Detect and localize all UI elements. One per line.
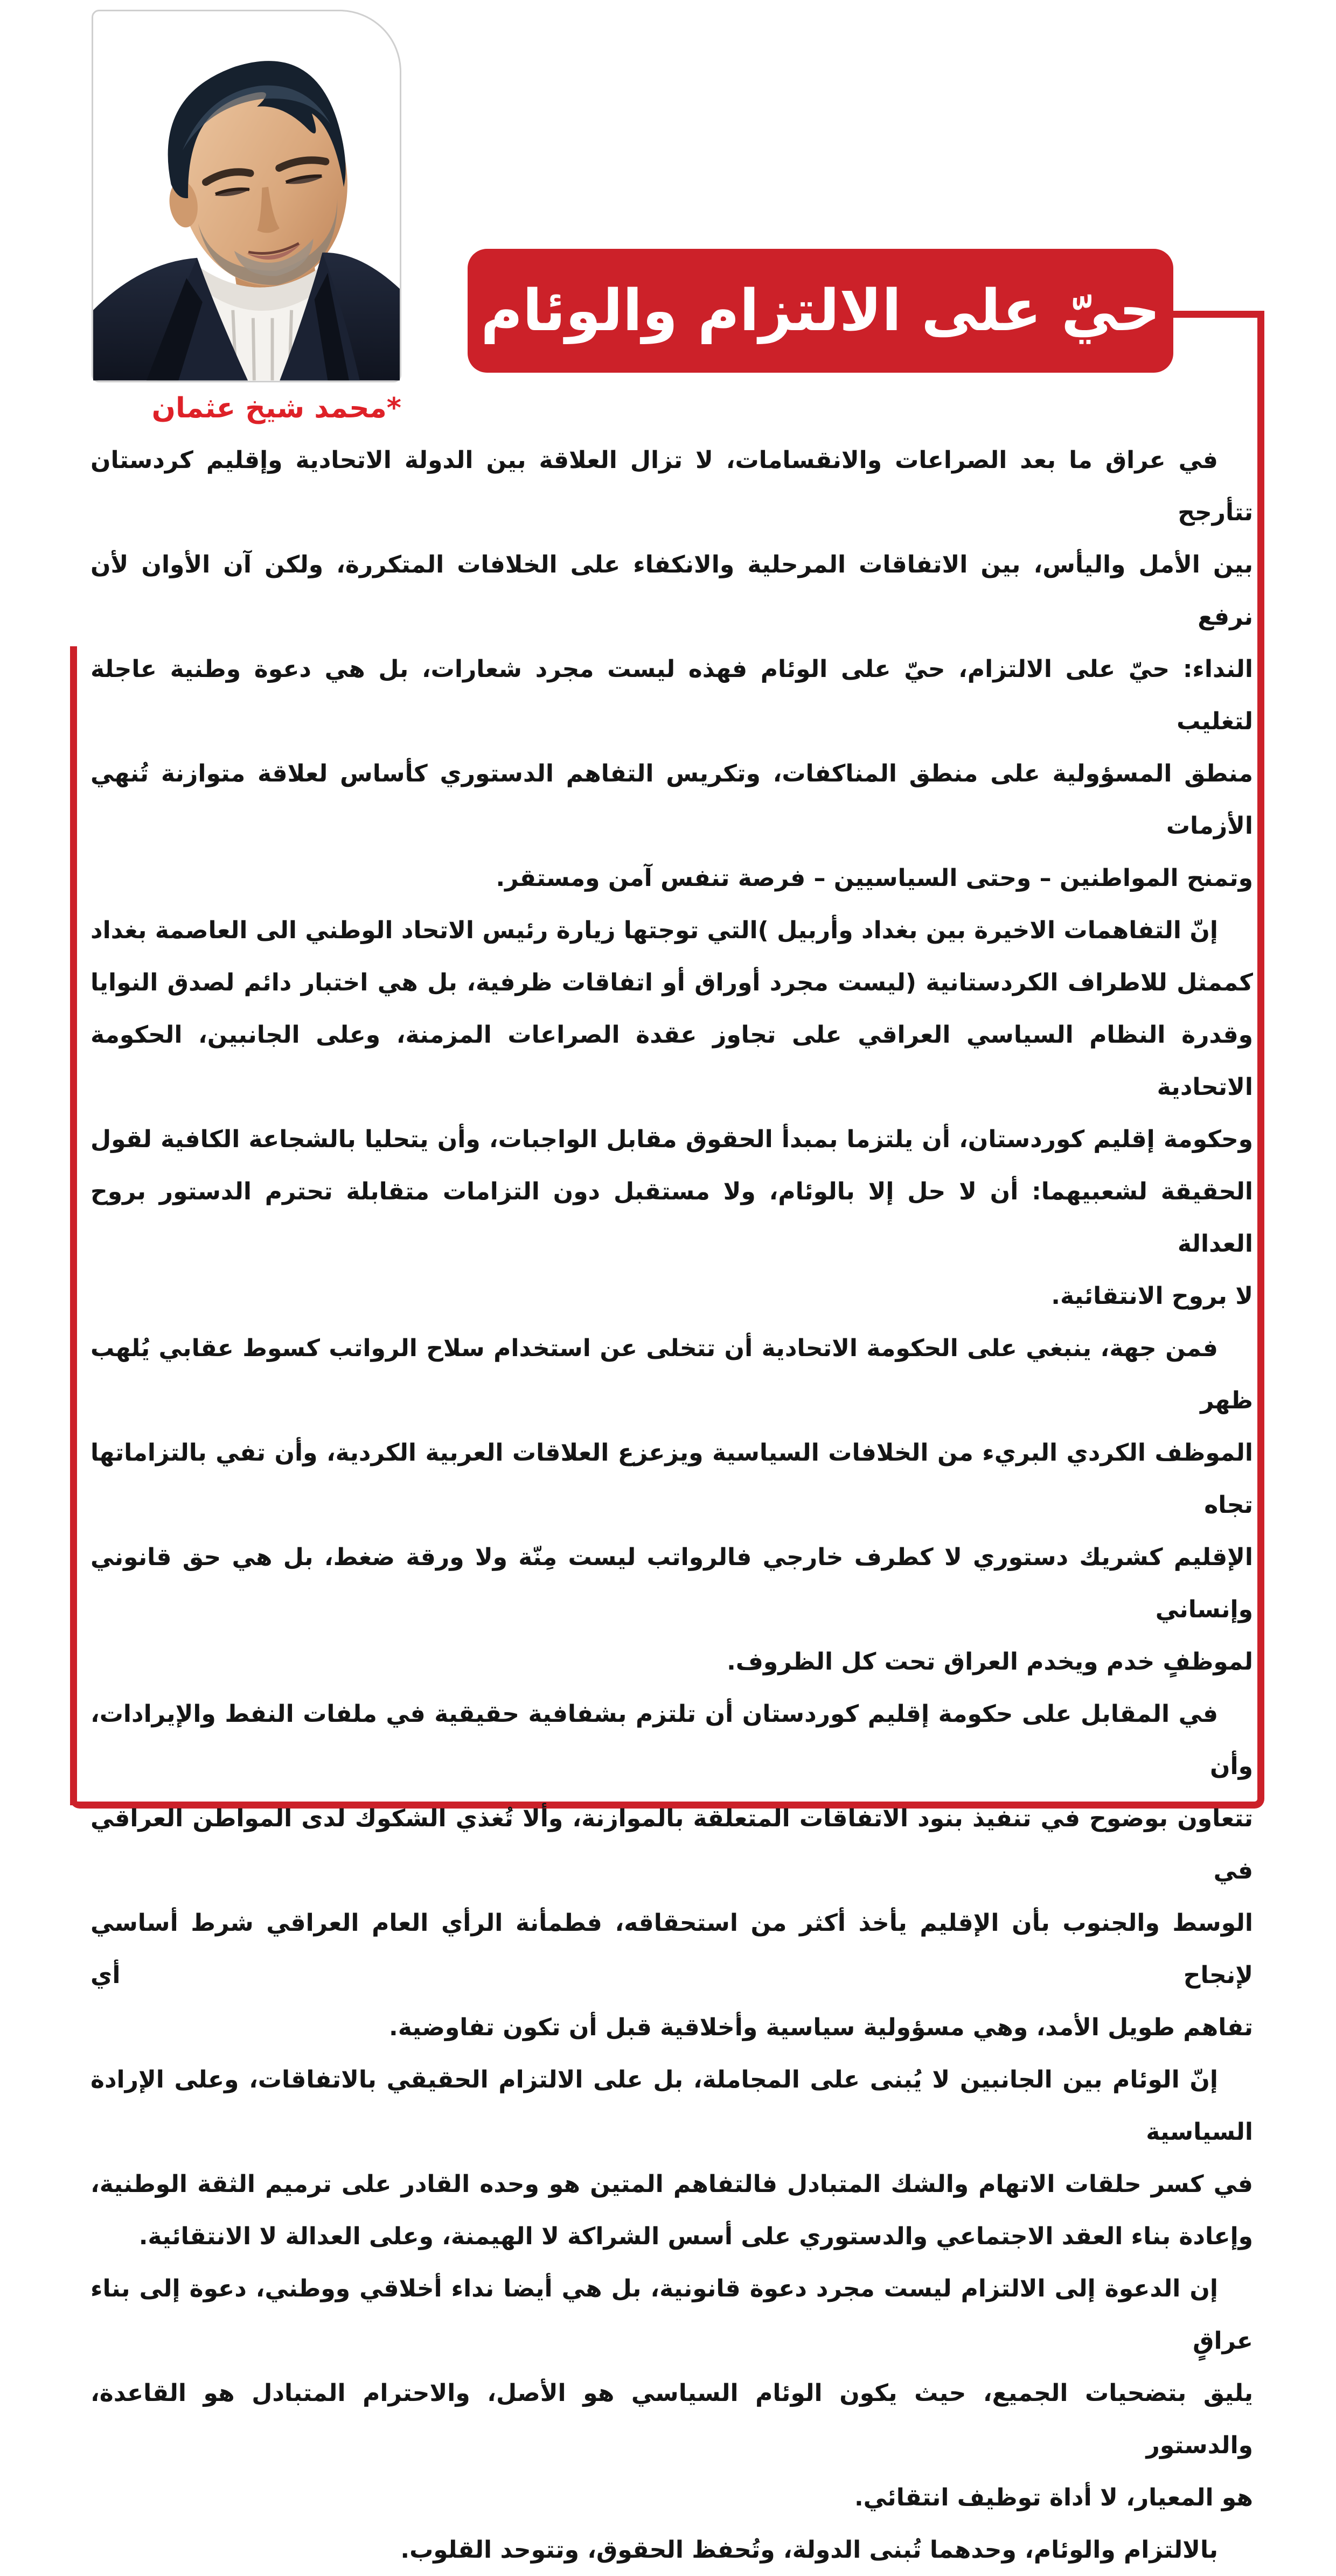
article-line: إنّ التفاهمات الاخيرة بين بغداد وأربيل )التي توجتها زيارة رئيس الاتحاد الوطني الى العاصمة بغداد	[91, 917, 1218, 944]
article-line: في المقابل على حكومة إقليم كوردستان أن تلتزم بشفافية حقيقية في ملفات النفط والإيرادات، وأن	[91, 1700, 1253, 1780]
article-line: فمن جهة، ينبغي على الحكومة الاتحادية أن تتخلى عن استخدام سلاح الرواتب كسوط عقابي يُلهب ظهر	[91, 1335, 1253, 1414]
article-line: تتعاون بوضوح في تنفيذ بنود الاتفاقات المتعلقة بالموازنة، وألا تُغذي الشكوك لدى المواطن العراقي في	[91, 1805, 1253, 1884]
article-line: لا بروح الانتقائية.	[1051, 1282, 1253, 1310]
byline-author: *محمد شيخ عثمان	[151, 392, 401, 424]
article-line: لموظفٍ خدم ويخدم العراق تحت كل الظروف.	[727, 1648, 1253, 1676]
article-line: يليق بتضحيات الجميع، حيث يكون الوئام السياسي هو الأصل، والاحترام المتبادل هو القاعدة، والدستور	[91, 2379, 1253, 2459]
article-line: هو المعيار، لا أداة توظيف انتقائي.	[854, 2484, 1253, 2511]
article-body	[91, 434, 1253, 2576]
article-line: وإعادة بناء العقد الاجتماعي والدستوري على أسس الشراكة لا الهيمنة، وعلى العدالة لا الانتقائية.	[138, 2223, 1253, 2250]
article-line: في عراق ما بعد الصراعات والانقسامات، لا تزال العلاقة بين الدولة الاتحادية وإقليم كردستان تتأرجح	[91, 446, 1253, 526]
article-line: وحكومة إقليم كوردستان، أن يلتزما بمبدأ الحقوق مقابل الواجبات، وأن يتحليا بالشجاعة الكافية لقول	[91, 1126, 1253, 1153]
page-title: حيّ على الالتزام والوئام	[481, 277, 1160, 344]
article-line: الموظف الكردي البريء من الخلافات السياسية ويزعزع العلاقات العربية الكردية، وأن تفي بالتزاماتها تجاه	[91, 1439, 1253, 1519]
article-line: الإقليم كشريك دستوري لا كطرف خارجي فالرواتب ليست مِنّة ولا ورقة ضغط، بل هي حق قانوني وإنساني	[91, 1544, 1253, 1623]
article-line: إن الدعوة إلى الالتزام ليست مجرد دعوة قانونية، بل هي أيضا نداء أخلاقي ووطني، دعوة إلى بناء عراقٍ	[91, 2275, 1253, 2355]
article-line: تفاهم طويل الأمد، وهي مسؤولية سياسية وأخلاقية قبل أن تكون تفاوضية.	[389, 2014, 1253, 2041]
article-line: بين الأمل واليأس، بين الاتفاقات المرحلية والانكفاء على الخلافات المتكررة، ولكن آن الأوان لأن نرفع	[91, 551, 1253, 631]
article-line: وقدرة النظام السياسي العراقي على تجاوز عقدة الصراعات المزمنة، وعلى الجانبين، الحكومة الاتحادية	[91, 1021, 1253, 1101]
article-line: بالالتزام والوئام، وحدهما تُبنى الدولة، وتُحفظ الحقوق، وتتوحد القلوب.	[400, 2536, 1218, 2564]
article-line: الوسط والجنوب بأن الإقليم يأخذ أكثر من استحقاقه، فطمأنة الرأي العام العراقي شرط أساسي لإنجاح أي	[91, 1909, 1253, 1989]
article-line: النداء: حيّ على الالتزام، حيّ على الوئام فهذه ليست مجرد شعارات، بل هي دعوة وطنية عاجلة لتغليب	[91, 655, 1253, 735]
article-line: وتمنح المواطنين – وحتى السياسيين – فرصة تنفس آمن ومستقر.	[496, 864, 1253, 892]
frame-border-left	[70, 646, 77, 1805]
article-line: إنّ الوئام بين الجانبين لا يُبنى على المجاملة، بل على الالتزام الحقيقي بالاتفاقات، وعلى الإرادة السياسية	[91, 2066, 1253, 2146]
article-line: الحقيقة لشعبيهما: أن لا حل إلا بالوئام، ولا مستقبل دون التزامات متقابلة تحترم الدستور بروح العدالة	[91, 1178, 1253, 1258]
article-line: منطق المسؤولية على منطق المناكفات، وتكريس التفاهم الدستوري كأساس لعلاقة متوازنة تُنهي الأزمات	[91, 760, 1253, 840]
article-line: في كسر حلقات الاتهام والشك المتبادل فالتفاهم المتين هو وحده القادر على ترميم الثقة الوطنية،	[91, 2170, 1253, 2198]
article-line: كممثل للاطراف الكردستانية (ليست مجرد أوراق أو اتفاقات ظرفية، بل هي اختبار دائم لصدق النوايا	[91, 969, 1253, 996]
